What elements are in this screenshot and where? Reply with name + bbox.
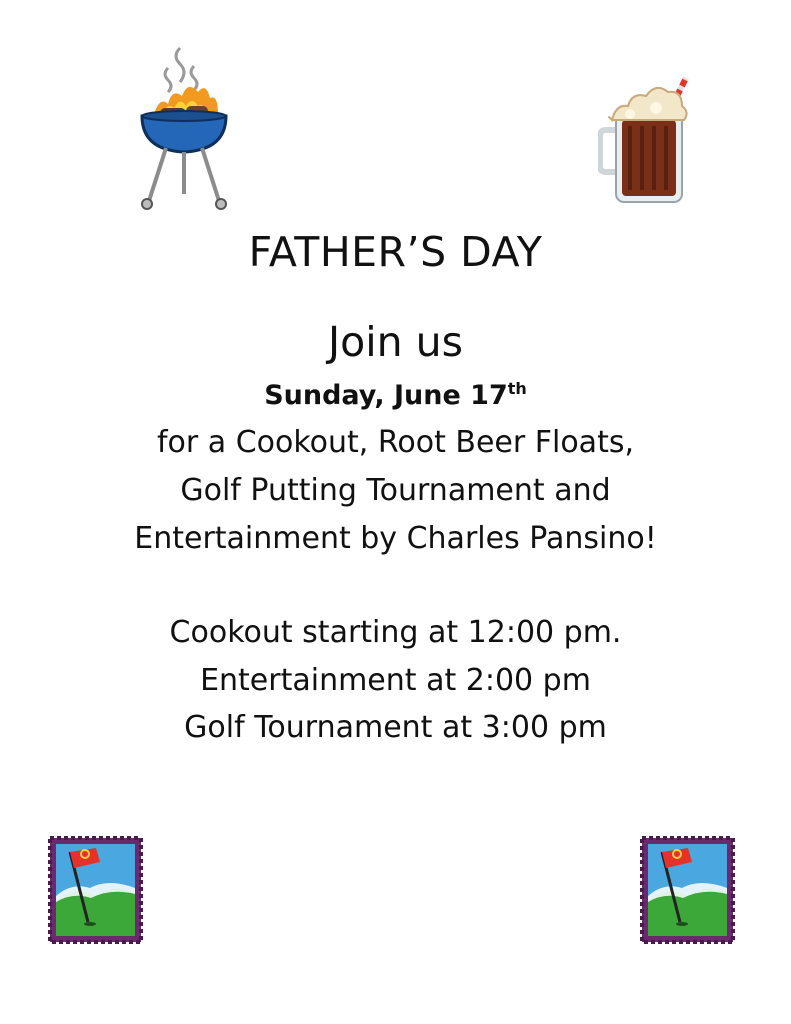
description-line: Entertainment by Charles Pansino! [134,521,657,556]
event-date-main: Sunday, June 17 [264,380,508,411]
event-date-suffix: th [507,379,527,398]
golf-flag-stamp-icon [48,836,143,944]
schedule-line: Entertainment at 2:00 pm [200,663,591,698]
description-line: for a Cookout, Root Beer Floats, [157,425,634,460]
event-date [0,380,791,411]
golf-flag-stamp-icon [640,836,735,944]
schedule-line: Golf Tournament at 3:00 pm [184,710,607,745]
bbq-grill-icon [132,44,234,214]
join-us-heading: Join us [328,318,463,366]
schedule-line: Cookout starting at 12:00 pm. [169,615,622,650]
root-beer-float-icon [598,74,698,208]
flyer-title: FATHER’S DAY [248,228,543,276]
description-line: Golf Putting Tournament and [180,473,611,508]
